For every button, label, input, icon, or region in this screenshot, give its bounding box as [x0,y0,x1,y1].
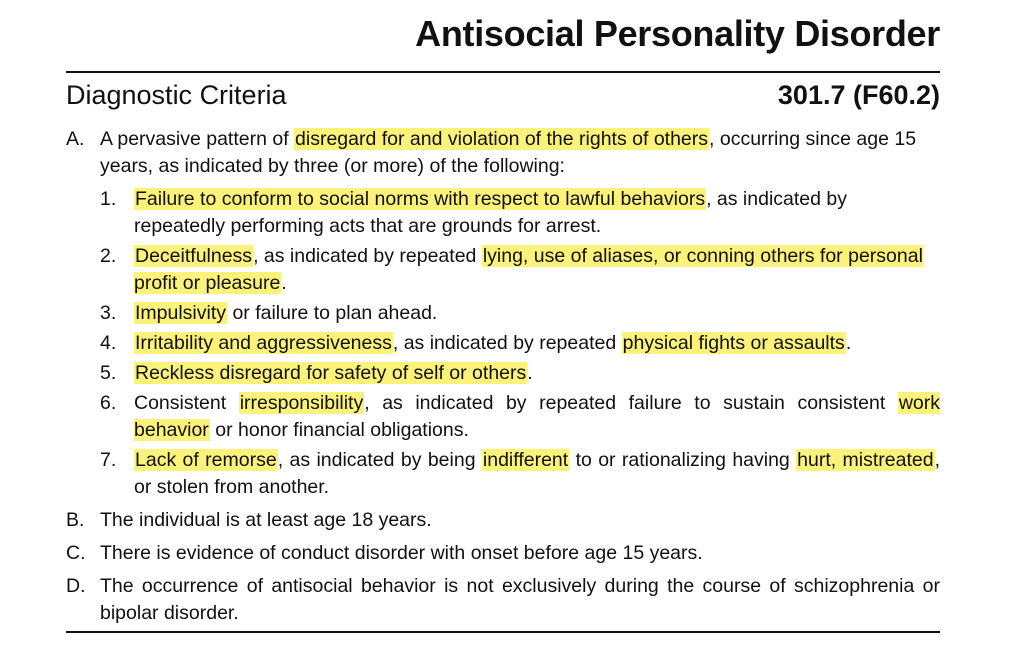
item-text: Consistent [134,392,239,414]
list-item [66,360,940,387]
item-text: , as indicated by repeated failure to sustain consistent [364,392,898,414]
item-text: . [527,362,533,384]
highlighted-text: work behavior [134,392,940,441]
highlighted-text: hurt, mistreated [797,449,934,471]
list-item [66,300,940,327]
item-number: 1. [100,188,117,210]
criterion-a-subitems [66,186,940,501]
criterion-a [66,126,940,180]
item-text: , as indicated by repeated [392,332,622,354]
bottom-divider [66,631,940,633]
item-number: 7. [100,449,117,471]
highlighted-text: indifferent [482,449,569,471]
criterion-letter: B. [66,509,85,531]
section-label: Diagnostic Criteria [66,80,287,110]
criterion-text: , occurring since age 15 years, as indicated by three (or more) of the following: [100,128,917,177]
highlighted-text: Irritability and aggressiveness [135,332,392,354]
item-text: . [281,272,287,294]
highlighted-text: Deceitfulness [135,245,253,267]
page-title: Antisocial Personality Disorder [415,13,940,54]
list-item [66,330,940,357]
item-text: , as indicated by being [277,449,482,471]
item-text: to or rationalizing having [569,449,797,471]
item-number: 2. [100,245,117,267]
item-number: 4. [100,332,117,354]
criterion-text: There is evidence of conduct disorder with onset before age 15 years. [100,542,703,564]
criterion-c [66,540,940,567]
highlighted-text: lying, use of aliases, or conning others for personal profit or pleasure [134,245,923,294]
highlighted-text: Reckless disregard for safety of self or others [135,362,527,384]
list-item [66,447,940,501]
list-item [66,243,940,297]
highlighted-text: irresponsibility [239,392,364,414]
list-item [66,390,940,444]
item-text: or failure to plan ahead. [227,302,438,324]
top-divider [66,71,940,73]
criterion-letter: D. [66,575,86,597]
highlighted-text: physical fights or assaults [622,332,845,354]
criterion-letter: C. [66,542,86,564]
item-number: 5. [100,362,117,384]
item-text: or honor financial obligations. [209,419,469,441]
criterion-text: The occurrence of antisocial behavior is not exclusively during the course of schizophrenia or bipolar disorder. [100,575,940,624]
item-number: 3. [100,302,117,324]
criterion-text: A pervasive pattern of [100,128,295,150]
criterion-d [66,573,940,627]
diagnostic-code: 301.7 (F60.2) [777,80,940,110]
item-text: . [845,332,852,354]
criterion-letter: A. [66,128,85,150]
highlighted-text: disregard for and violation of the rights of others [295,128,709,150]
criteria-list [66,126,940,627]
highlighted-text: Failure to conform to social norms with respect to lawful behaviors [135,188,706,210]
item-text: , as indicated by repeated [253,245,482,267]
item-text: , as indicated by repeatedly performing acts that are grounds for arrest. [134,188,847,237]
highlighted-text: Lack of remorse [135,449,277,471]
item-number: 6. [100,392,117,414]
list-item [66,186,940,240]
criterion-text: The individual is at least age 18 years. [100,509,432,531]
item-text: , or stolen from another. [134,449,940,498]
criterion-b [66,507,940,534]
highlighted-text: Impulsivity [135,302,227,324]
